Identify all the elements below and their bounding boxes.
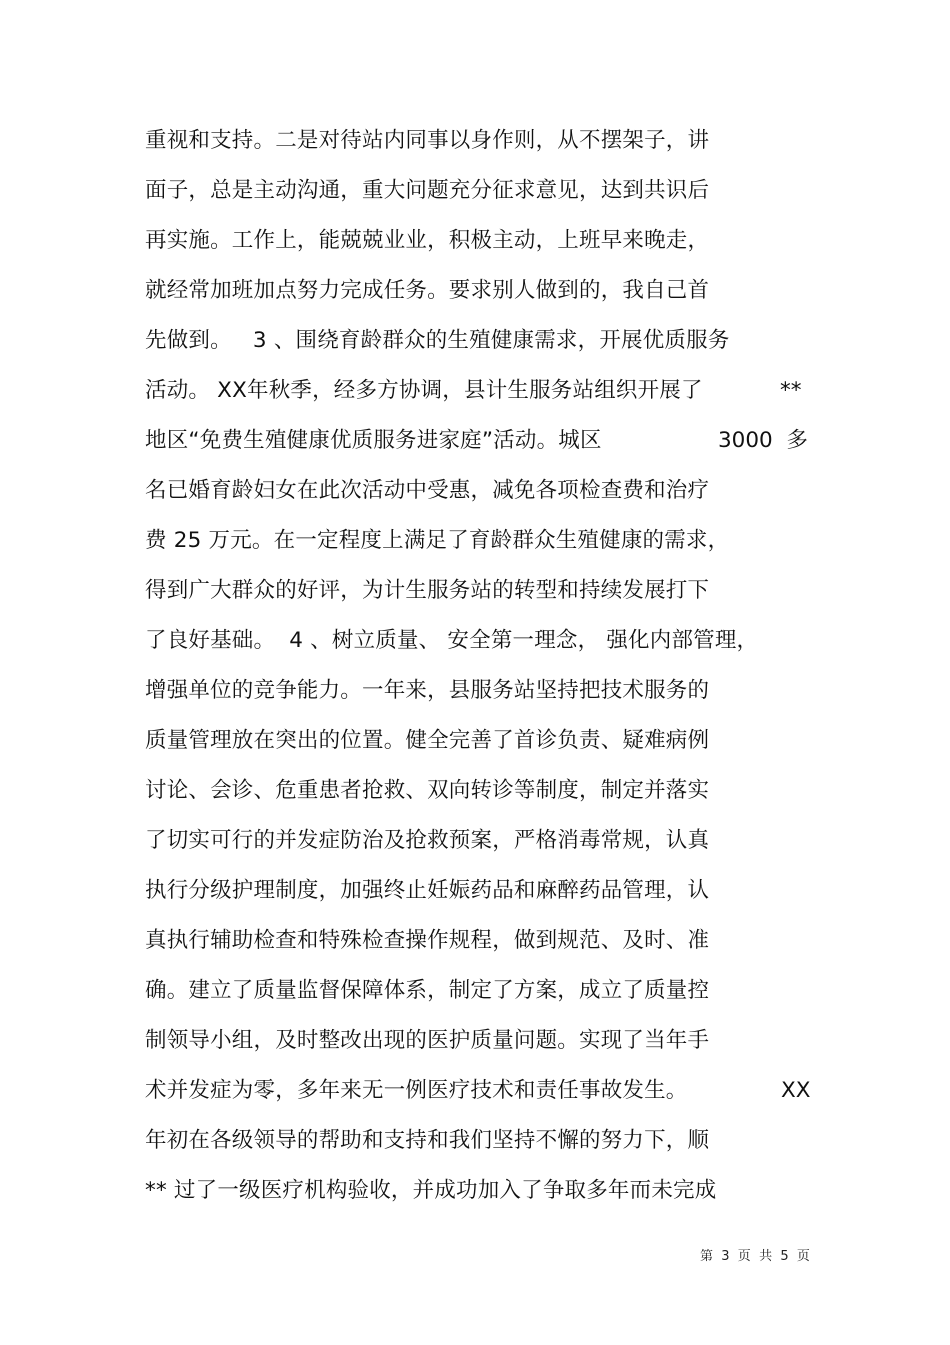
- text-line-13: 质量管理放在突出的位置。健全完善了首诊负责、疑难病例: [145, 728, 710, 753]
- text-line-1: 重视和支持。二是对待站内同事以身作则，从不摆架子，讲: [145, 128, 710, 153]
- text-line-10: 得到广大群众的好评，为计生服务站的转型和持续发展打下: [145, 578, 710, 603]
- text-line-2: 面子，总是主动沟通，重大问题充分征求意见，达到共识后: [145, 178, 710, 203]
- text-line-4: 就经常加班加点努力完成任务。要求别人做到的，我自己首: [145, 278, 710, 303]
- text-line-9: 费 25 万元。在一定程度上满足了育龄群众生殖健康的需求，: [145, 528, 730, 553]
- text-line-22: ** 过了一级医疗机构验收，并成功加入了争取多年而未完成: [145, 1178, 717, 1203]
- text-line-11: 了良好基础。 4 、树立质量、 安全第一理念， 强化内部管理，: [145, 628, 759, 653]
- text-fragment-stars: **: [780, 378, 802, 403]
- text-line-14: 讨论、会诊、危重患者抢救、双向转诊等制度，制定并落实: [145, 778, 710, 803]
- text-line-21: 年初在各级领导的帮助和支持和我们坚持不懈的努力下，顺: [145, 1128, 710, 1153]
- text-line-17: 真执行辅助检查和特殊检查操作规程，做到规范、及时、准: [145, 928, 710, 953]
- text-line-20: 术并发症为零，多年来无一例医疗技术和责任事故发生。: [145, 1078, 688, 1103]
- text-line-3: 再实施。工作上，能兢兢业业，积极主动，上班早来晚走，: [145, 228, 710, 253]
- page-number-footer: 第 3 页 共 5 页: [700, 1249, 810, 1264]
- text-fragment-xx: XX: [781, 1078, 811, 1103]
- text-line-6: 活动。 XX年秋季，经多方协调，县计生服务站组织开展了: [145, 378, 703, 403]
- text-line-16: 执行分级护理制度，加强终止妊娠药品和麻醉药品管理，认: [145, 878, 710, 903]
- text-line-18: 确。建立了质量监督保障体系，制定了方案，成立了质量控: [145, 978, 710, 1003]
- text-line-12: 增强单位的竞争能力。一年来，县服务站坚持把技术服务的: [145, 678, 710, 703]
- text-fragment-3000: 3000 多: [718, 428, 808, 453]
- text-line-5: 先做到。 3 、围绕育龄群众的生殖健康需求，开展优质服务: [145, 328, 730, 353]
- text-line-7: 地区“免费生殖健康优质服务进家庭”活动。城区: [145, 428, 602, 453]
- text-line-15: 了切实可行的并发症防治及抢救预案，严格消毒常规，认真: [145, 828, 710, 853]
- text-line-19: 制领导小组，及时整改出现的医护质量问题。实现了当年手: [145, 1028, 710, 1053]
- text-line-8: 名已婚育龄妇女在此次活动中受惠，减免各项检查费和治疗: [145, 478, 710, 503]
